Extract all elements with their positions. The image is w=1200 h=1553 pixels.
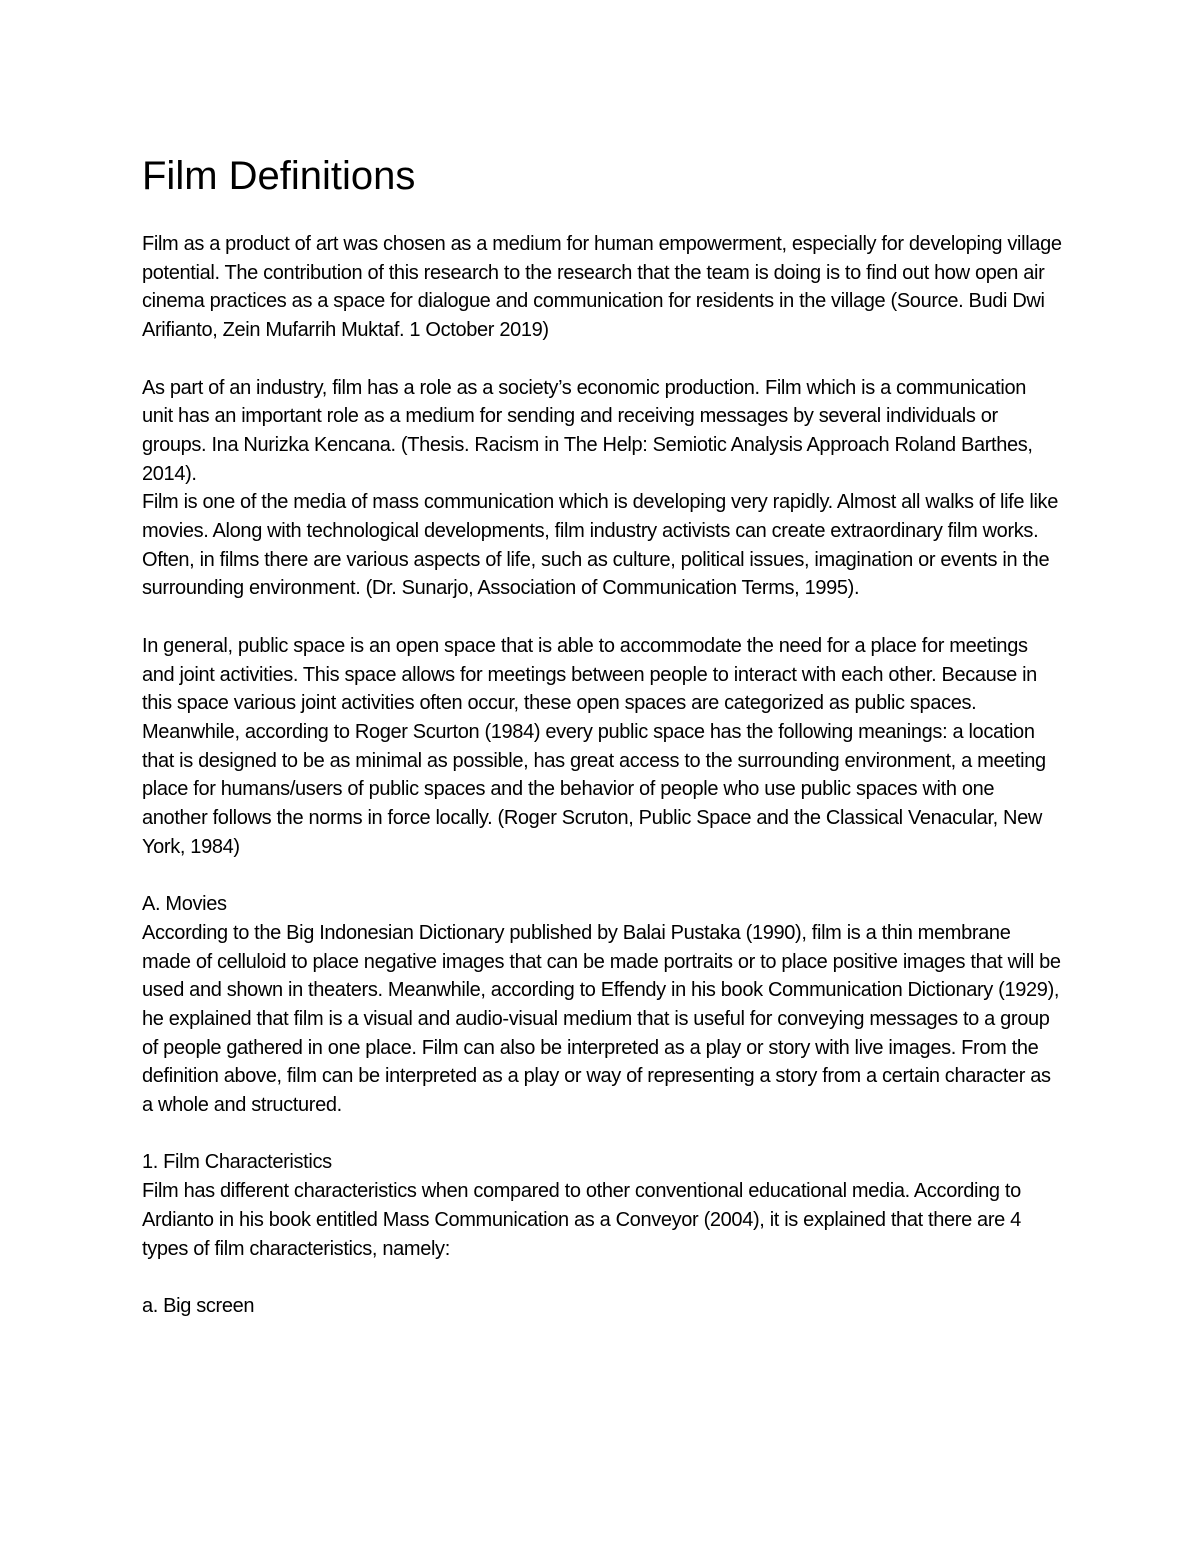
section-heading-film-characteristics: 1. Film Characteristics bbox=[142, 1151, 332, 1174]
paragraph-mass-communication: Film is one of the media of mass communication which is developing very rapidly. Almost all walks of life like movies. Along with technological developments, film industry activists can create extraordinary film works. Often, in films there are various aspects of life, such as culture, political issues, imagination or events in the surrounding environment. (Dr. Sunarjo, Association of Communication Terms, 1995). bbox=[142, 491, 1058, 600]
paragraph-spacer bbox=[142, 1263, 1062, 1292]
paragraph-spacer bbox=[142, 861, 1062, 890]
paragraph-public-space: In general, public space is an open space that is able to accommodate the need for a place for meetings and joint activities. This space allows for meetings between people to interact with each other. Because in this space various joint activities often occur, these open spaces are categorized as public spaces. Meanwhile, according to Roger Scurton (1984) every public space has the following meanings: a location that is designed to be as minimal as possible, has great access to the surrounding environment, a meeting place for humans/users of public spaces and the behavior of people who use public spaces with one another follows the norms in force locally. (Roger Scruton, Public Space and the Classical Venacular, New York, 1984) bbox=[142, 634, 1046, 858]
paragraph-spacer bbox=[142, 345, 1062, 374]
paragraph-spacer bbox=[142, 603, 1062, 632]
paragraph-movies-definition: According to the Big Indonesian Dictionary published by Balai Pustaka (1990), film is a thin membrane made of celluloid to place negative images that can be made portraits or to place positive images that will be used and shown in theaters. Meanwhile, according to Effendy in his book Communication Dictionary (1929), he explained that film is a visual and audio-visual medium that is useful for conveying messages to a group of people gathered in one place. Film can also be interpreted as a play or story with live images. From the definition above, film can be interpreted as a play or way of representing a story from a certain character as a whole and structured. bbox=[142, 921, 1061, 1117]
section-heading-movies: A. Movies bbox=[142, 893, 227, 916]
document-title: Film Definitions bbox=[142, 154, 416, 198]
paragraph-industry: As part of an industry, film has a role as a society’s economic production. Film which is a communication unit has an important role as a medium for sending and receiving messages by several individuals or groups. Ina Nurizka Kencana. (Thesis. Racism in The Help: Semiotic Analysis Approach Roland Barthes, 2014). bbox=[142, 376, 1033, 485]
paragraph-spacer bbox=[142, 1120, 1062, 1149]
paragraph-film-characteristics: Film has different characteristics when compared to other conventional educational media. According to Ardianto in his book entitled Mass Communication as a Conveyor (2004), it is explained that there are 4 types of film characteristics, namely: bbox=[142, 1180, 1021, 1260]
paragraph-village-cinema: Film as a product of art was chosen as a medium for human empowerment, especially for developing village potential. The contribution of this research to the research that the team is doing is to find out how open air cinema practices as a space for dialogue and communication for residents in the village (Source. Budi Dwi Arifianto, Zein Mufarrih Muktaf. 1 October 2019) bbox=[142, 233, 1062, 342]
list-item-big-screen: a. Big screen bbox=[142, 1294, 255, 1317]
document-page bbox=[142, 148, 1062, 1321]
